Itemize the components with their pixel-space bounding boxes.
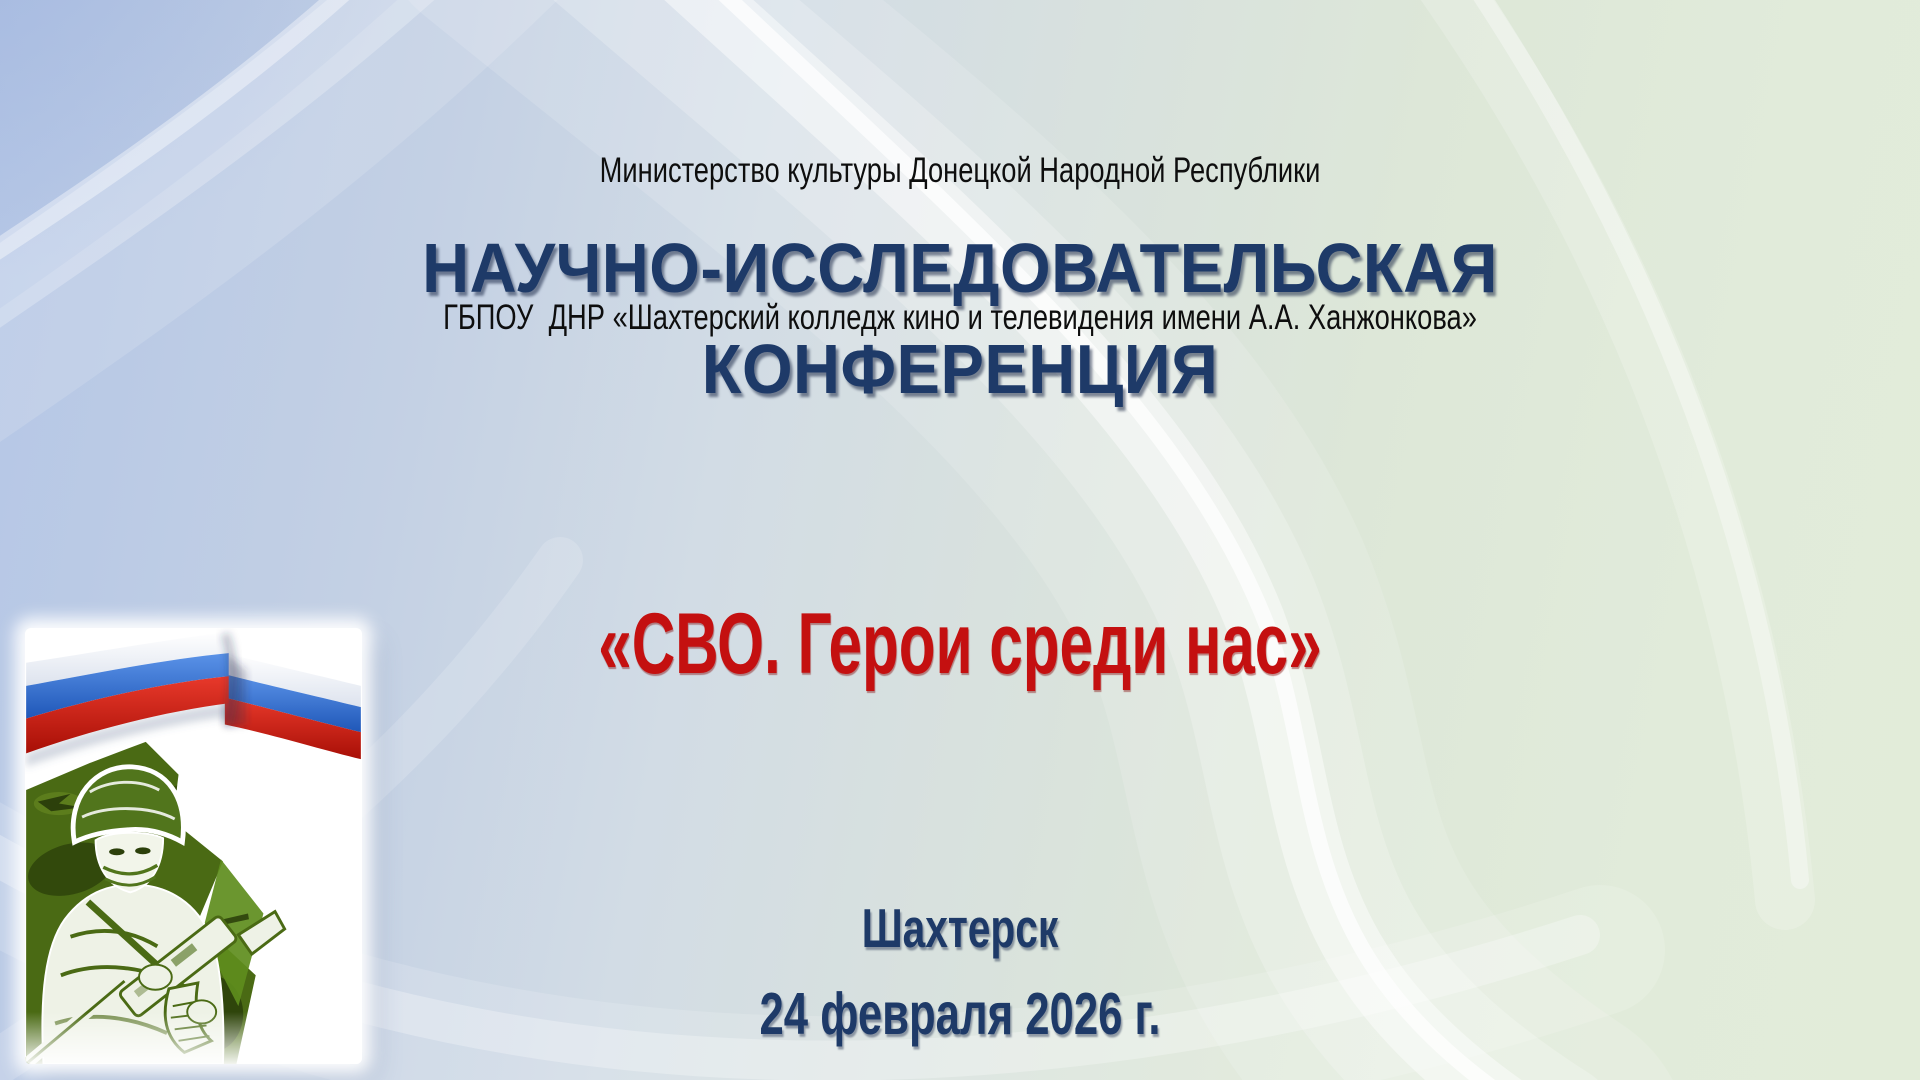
date-label: 24 февраля 2026 г.	[759, 981, 1161, 1047]
title-line-1: НАУЧНО-ИССЛЕДОВАТЕЛЬСКАЯ	[422, 229, 1498, 307]
city-label: Шахтерск	[861, 897, 1059, 959]
soldier-flag-image	[25, 628, 362, 1064]
soldier-flag-svg	[25, 628, 362, 1064]
ministry-line: Министерство культуры Донецкой Народной Республики	[599, 151, 1321, 190]
conference-title	[0, 218, 1920, 420]
conference-theme: «СВО. Герои среди нас»	[598, 596, 1322, 692]
college-line: ГБПОУ ДНР «Шахтерский колледж кино и телевидения имени А.А. Ханжонкова»	[443, 298, 1477, 337]
title-line-2: КОНФЕРЕНЦИЯ	[701, 330, 1219, 408]
russian-flag-ribbon-icon	[26, 632, 361, 767]
